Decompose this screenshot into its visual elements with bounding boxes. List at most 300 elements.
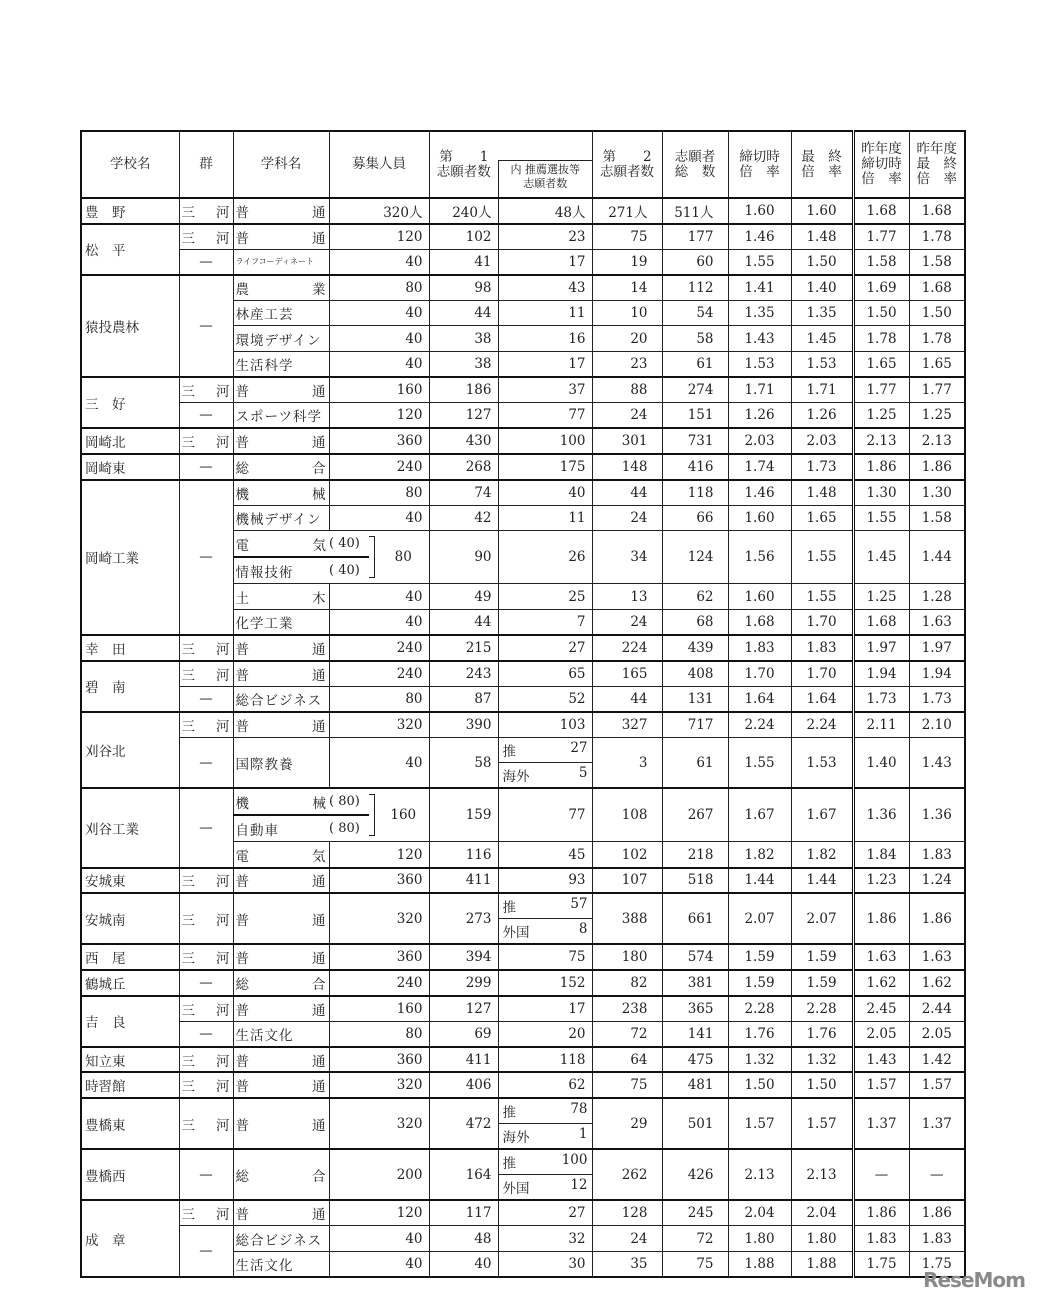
recommendation-cell: 52 — [498, 686, 592, 712]
table-row — [81, 970, 965, 996]
header-prev2-c: 倍 率 — [916, 171, 957, 187]
second-choice-cell: 102 — [592, 842, 662, 868]
prev-deadline-rate-cell: — — [853, 1149, 909, 1200]
gun-label: 三 河 — [181, 951, 230, 968]
dept-name-label: スポーツ科学 — [235, 409, 322, 426]
prev-deadline-rate-cell: 1.58 — [853, 249, 909, 275]
dept-name — [233, 198, 329, 224]
header-rate2-b: 倍 率 — [801, 163, 842, 180]
total-cell: 475 — [662, 1047, 728, 1073]
header-rec-a: 内 推薦選抜等 — [510, 163, 580, 176]
first-choice-cell: 411 — [429, 868, 498, 894]
prev-deadline-rate-cell: 1.43 — [853, 1047, 909, 1073]
total-cell: 481 — [662, 1072, 728, 1098]
dept-name — [233, 1149, 329, 1200]
gun-label: 三 河 — [181, 641, 230, 658]
second-choice-cell: 3 — [592, 737, 662, 788]
school-name: 西 尾 — [81, 944, 179, 970]
recommendation-cell: 11 — [498, 300, 592, 326]
first-choice-cell: 390 — [429, 712, 498, 738]
capacity-cell: 320 — [329, 712, 429, 738]
recommendation-cell: 62 — [498, 1072, 592, 1098]
second-choice-cell: 327 — [592, 712, 662, 738]
first-choice-cell: 42 — [429, 505, 498, 531]
gun-cell — [179, 1072, 233, 1098]
school-name: 成 章 — [81, 1200, 179, 1277]
second-choice-cell: 72 — [592, 1021, 662, 1047]
second-choice-cell: 180 — [592, 944, 662, 970]
recommendation-cell: 27 — [498, 635, 592, 661]
prev-final-rate-cell: 1.83 — [909, 842, 965, 868]
second-choice-cell: 148 — [592, 454, 662, 480]
header-rec-b: 志願者数 — [523, 177, 568, 190]
dept-name — [233, 557, 329, 584]
school-name: 岡崎北 — [81, 428, 179, 454]
gun-cell — [179, 661, 233, 687]
second-choice-cell: 29 — [592, 1098, 662, 1149]
table-row — [81, 1072, 965, 1098]
recommendation-cell: 20 — [498, 1021, 592, 1047]
prev-deadline-rate-cell: 1.25 — [853, 403, 909, 429]
dept-name-label: 普 通 — [235, 718, 326, 735]
second-choice-cell: 224 — [592, 635, 662, 661]
gun-cell: — — [179, 480, 233, 635]
table-row — [81, 996, 965, 1022]
capacity-cell: 40 — [329, 584, 429, 610]
first-choice-cell: 58 — [429, 737, 498, 788]
dept-name-label: 林産工芸 — [235, 307, 294, 324]
prev-deadline-rate-cell: 1.86 — [853, 893, 909, 944]
first-choice-cell: 186 — [429, 377, 498, 403]
first-choice-cell: 44 — [429, 300, 498, 326]
total-cell: 518 — [662, 868, 728, 894]
recommendation-cell: 27 — [498, 1200, 592, 1226]
prev-final-rate-cell: 1.63 — [909, 944, 965, 970]
dept-name-label: 自動車 — [235, 822, 279, 839]
prev-deadline-rate-cell: 1.45 — [853, 531, 909, 584]
recommendation-cell: 75 — [498, 944, 592, 970]
first-choice-cell: 98 — [429, 275, 498, 301]
deadline-rate-cell: 1.82 — [728, 842, 791, 868]
split-label: 推 — [502, 1156, 516, 1173]
prev-final-rate-cell: 1.30 — [909, 480, 965, 506]
dept-name — [233, 275, 329, 301]
table-row — [81, 737, 965, 763]
recommendation-cell: 77 — [498, 788, 592, 842]
header-rate1-b: 倍 率 — [739, 163, 780, 180]
dept-name — [233, 352, 329, 378]
split-value: 57 — [570, 896, 588, 913]
final-rate-cell: 1.40 — [791, 275, 853, 301]
gun-cell — [179, 635, 233, 661]
recommendation-cell: 11 — [498, 505, 592, 531]
prev-deadline-rate-cell: 1.37 — [853, 1098, 909, 1149]
table-row — [81, 480, 965, 506]
school-name: 刈谷北 — [81, 712, 179, 789]
total-cell: 72 — [662, 1226, 728, 1252]
dept-name-label: 普 通 — [235, 1207, 326, 1224]
dept-name — [233, 377, 329, 403]
recommendation-cell: 175 — [498, 454, 592, 480]
school-name: 松 平 — [81, 224, 179, 275]
dept-name — [233, 1047, 329, 1073]
capacity-cell: 40 — [329, 1251, 429, 1277]
deadline-rate-cell: 1.41 — [728, 275, 791, 301]
recommendation-cell: 25 — [498, 584, 592, 610]
school-name: 岡崎工業 — [81, 480, 179, 635]
first-choice-cell: 430 — [429, 428, 498, 454]
prev-final-rate-cell: 1.75 — [909, 1251, 965, 1277]
total-cell: 58 — [662, 326, 728, 352]
header-second-a: 第 2 — [602, 148, 652, 165]
dept-name-label: 普 通 — [235, 912, 326, 929]
header-capacity: 募集人員 — [329, 131, 429, 198]
prev-deadline-rate-cell: 2.11 — [853, 712, 909, 738]
bracket-mark — [369, 536, 375, 578]
sub-capacity: ( 40) — [329, 531, 369, 558]
second-choice-cell: 271人 — [592, 198, 662, 224]
first-choice-cell: 159 — [429, 788, 498, 842]
dept-name — [233, 686, 329, 712]
dept-name-label: 普 通 — [235, 230, 326, 247]
capacity-cell: 320 — [329, 893, 429, 944]
deadline-rate-cell: 1.70 — [728, 661, 791, 687]
prev-final-rate-cell: 1.62 — [909, 970, 965, 996]
capacity-cell: 320 — [329, 1072, 429, 1098]
capacity-cell: 80 — [329, 1021, 429, 1047]
final-rate-cell: 2.04 — [791, 1200, 853, 1226]
sub-capacity: ( 80) — [329, 821, 360, 837]
total-cell: 218 — [662, 842, 728, 868]
gun-label: 三 河 — [181, 1079, 230, 1096]
gun-label: 三 河 — [181, 1117, 230, 1134]
total-cell: 75 — [662, 1251, 728, 1277]
gun-cell: — — [179, 403, 233, 429]
dept-name — [233, 609, 329, 635]
total-cell: 124 — [662, 531, 728, 584]
total-cell: 426 — [662, 1149, 728, 1200]
gun-cell: — — [179, 454, 233, 480]
deadline-rate-cell: 1.74 — [728, 454, 791, 480]
school-name: 豊橋東 — [81, 1098, 179, 1149]
total-cell: 274 — [662, 377, 728, 403]
recommendation-cell: 37 — [498, 377, 592, 403]
header-prev-deadline-rate — [853, 131, 909, 198]
gun-cell — [179, 712, 233, 738]
split-label: 外国 — [502, 1181, 530, 1198]
gun-label: 三 河 — [181, 874, 230, 891]
dept-name-label: 普 通 — [235, 1002, 326, 1019]
deadline-rate-cell: 1.55 — [728, 737, 791, 788]
recommendation-sub-cell — [498, 893, 592, 919]
total-cell: 177 — [662, 224, 728, 250]
dept-name-label: 総合ビジネス — [235, 1232, 323, 1249]
header-total-b: 総 数 — [674, 163, 716, 180]
second-choice-cell: 24 — [592, 609, 662, 635]
final-rate-cell: 1.88 — [791, 1251, 853, 1277]
prev-deadline-rate-cell: 1.77 — [853, 224, 909, 250]
recommendation-cell: 30 — [498, 1251, 592, 1277]
deadline-rate-cell: 1.57 — [728, 1098, 791, 1149]
total-cell: 112 — [662, 275, 728, 301]
capacity-cell: 240 — [329, 635, 429, 661]
recommendation-cell: 26 — [498, 531, 592, 584]
first-choice-cell: 411 — [429, 1047, 498, 1073]
split-label: 海外 — [502, 1130, 530, 1147]
header-first-b: 志願者数 — [436, 163, 491, 180]
table-row — [81, 893, 965, 919]
capacity-bracket — [329, 789, 429, 841]
total-cell: 141 — [662, 1021, 728, 1047]
prev-final-rate-cell: 1.97 — [909, 635, 965, 661]
prev-deadline-rate-cell: 1.86 — [853, 1200, 909, 1226]
dept-name — [233, 505, 329, 531]
recommendation-split — [499, 1101, 592, 1121]
school-name: 知立東 — [81, 1047, 179, 1073]
final-rate-cell: 1.50 — [791, 1072, 853, 1098]
deadline-rate-cell: 1.46 — [728, 480, 791, 506]
prev-deadline-rate-cell: 1.65 — [853, 352, 909, 378]
capacity-cell: 40 — [329, 300, 429, 326]
table-row — [81, 1200, 965, 1226]
gun-cell: — — [179, 275, 233, 377]
deadline-rate-cell: 1.71 — [728, 377, 791, 403]
gun-label: 三 河 — [181, 718, 230, 735]
table-row — [81, 944, 965, 970]
header-recommendation — [498, 131, 592, 198]
capacity-cell: 360 — [329, 944, 429, 970]
capacity-cell: 80 — [329, 686, 429, 712]
recommendation-sub-cell — [498, 763, 592, 789]
first-choice-cell: 74 — [429, 480, 498, 506]
recommendation-sub-cell — [498, 919, 592, 945]
gun-label: 三 河 — [181, 204, 230, 221]
capacity-cell: 200 — [329, 1149, 429, 1200]
capacity-cell: 40 — [329, 737, 429, 788]
dept-name — [233, 300, 329, 326]
first-choice-cell: 116 — [429, 842, 498, 868]
final-rate-cell: 1.70 — [791, 609, 853, 635]
total-cell: 365 — [662, 996, 728, 1022]
prev-final-rate-cell: 1.83 — [909, 1226, 965, 1252]
prev-final-rate-cell: 1.77 — [909, 377, 965, 403]
second-choice-cell: 14 — [592, 275, 662, 301]
final-rate-cell: 2.07 — [791, 893, 853, 944]
gun-cell — [179, 893, 233, 944]
capacity-cell: 240 — [329, 661, 429, 687]
capacity-total: 80 — [394, 549, 412, 566]
deadline-rate-cell: 1.60 — [728, 198, 791, 224]
prev-final-rate-cell: 1.86 — [909, 1200, 965, 1226]
header-second-b: 志願者数 — [600, 163, 654, 180]
table-row — [81, 1226, 965, 1252]
gun-label: 三 河 — [181, 912, 230, 929]
dept-name-label: 電 気 — [235, 848, 326, 865]
header-final-rate — [791, 131, 853, 198]
recommendation-sub-cell — [498, 1175, 592, 1201]
prev-deadline-rate-cell: 1.55 — [853, 505, 909, 531]
table-row — [81, 686, 965, 712]
dept-name — [233, 996, 329, 1022]
gun-cell — [179, 868, 233, 894]
split-label: 海外 — [502, 769, 530, 786]
prev-final-rate-cell: 2.05 — [909, 1021, 965, 1047]
total-cell: 501 — [662, 1098, 728, 1149]
total-cell: 731 — [662, 428, 728, 454]
dept-name — [233, 224, 329, 250]
total-cell: 54 — [662, 300, 728, 326]
first-choice-cell: 44 — [429, 609, 498, 635]
final-rate-cell: 1.45 — [791, 326, 853, 352]
prev-final-rate-cell: 1.36 — [909, 788, 965, 842]
gun-cell — [179, 944, 233, 970]
deadline-rate-cell: 1.59 — [728, 944, 791, 970]
dept-name — [233, 842, 329, 868]
split-label: 外国 — [502, 925, 530, 942]
dept-name-label: 普 通 — [235, 874, 326, 891]
total-cell: 61 — [662, 352, 728, 378]
dept-name — [233, 737, 329, 788]
prev-deadline-rate-cell: 2.05 — [853, 1021, 909, 1047]
table-row — [81, 198, 965, 224]
table-row — [81, 377, 965, 403]
capacity-cell — [329, 788, 429, 842]
total-cell: 118 — [662, 480, 728, 506]
final-rate-cell: 1.48 — [791, 224, 853, 250]
recommendation-cell: 77 — [498, 403, 592, 429]
prev-deadline-rate-cell: 1.62 — [853, 970, 909, 996]
school-name: 安城南 — [81, 893, 179, 944]
final-rate-cell: 1.76 — [791, 1021, 853, 1047]
prev-final-rate-cell: 1.94 — [909, 661, 965, 687]
header-total — [662, 131, 728, 198]
final-rate-cell: 1.80 — [791, 1226, 853, 1252]
prev-deadline-rate-cell: 1.40 — [853, 737, 909, 788]
table-row — [81, 249, 965, 275]
prev-deadline-rate-cell: 1.83 — [853, 1226, 909, 1252]
prev-deadline-rate-cell: 1.23 — [853, 868, 909, 894]
first-choice-cell: 40 — [429, 1251, 498, 1277]
deadline-rate-cell: 1.83 — [728, 635, 791, 661]
prev-deadline-rate-cell: 1.97 — [853, 635, 909, 661]
first-choice-cell: 90 — [429, 531, 498, 584]
prev-deadline-rate-cell: 1.73 — [853, 686, 909, 712]
total-cell: 62 — [662, 584, 728, 610]
deadline-rate-cell: 1.50 — [728, 1072, 791, 1098]
dept-name-label: 環境デザイン — [235, 332, 322, 349]
header-school: 学校名 — [81, 131, 179, 198]
sub-capacities — [329, 531, 369, 583]
dept-name-label: 普 通 — [235, 1053, 326, 1070]
dept-name-label: 生活文化 — [235, 1258, 294, 1275]
prev-deadline-rate-cell: 1.77 — [853, 377, 909, 403]
header-first-a: 第 1 — [439, 148, 489, 165]
deadline-rate-cell: 1.59 — [728, 970, 791, 996]
capacity-cell: 120 — [329, 224, 429, 250]
second-choice-cell: 44 — [592, 686, 662, 712]
final-rate-cell: 1.59 — [791, 944, 853, 970]
final-rate-cell: 1.83 — [791, 635, 853, 661]
recommendation-split — [499, 1152, 592, 1172]
table-row — [81, 712, 965, 738]
second-choice-cell: 128 — [592, 1200, 662, 1226]
second-choice-cell: 88 — [592, 377, 662, 403]
first-choice-cell: 48 — [429, 1226, 498, 1252]
second-choice-cell: 35 — [592, 1251, 662, 1277]
deadline-rate-cell: 1.76 — [728, 1021, 791, 1047]
prev-final-rate-cell: 1.42 — [909, 1047, 965, 1073]
header-deadline-rate — [728, 131, 791, 198]
dept-name-label: 普 通 — [235, 951, 326, 968]
prev-deadline-rate-cell: 1.63 — [853, 944, 909, 970]
first-choice-cell: 117 — [429, 1200, 498, 1226]
capacity-cell: 120 — [329, 842, 429, 868]
total-cell: 717 — [662, 712, 728, 738]
first-choice-cell: 240人 — [429, 198, 498, 224]
deadline-rate-cell: 1.60 — [728, 584, 791, 610]
final-rate-cell: 1.71 — [791, 377, 853, 403]
table-body — [81, 198, 965, 1277]
capacity-cell: 40 — [329, 1226, 429, 1252]
deadline-rate-cell: 1.68 — [728, 609, 791, 635]
recommendation-sub-cell — [498, 737, 592, 763]
second-choice-cell: 23 — [592, 352, 662, 378]
prev-final-rate-cell: 1.58 — [909, 505, 965, 531]
header-first-choice — [429, 131, 498, 198]
final-rate-cell: 1.57 — [791, 1098, 853, 1149]
first-choice-cell: 41 — [429, 249, 498, 275]
resemom-logo: ReseMom — [923, 1268, 1025, 1292]
header-prev2-b: 最 終 — [916, 156, 957, 172]
dept-name — [233, 1098, 329, 1149]
first-choice-cell: 268 — [429, 454, 498, 480]
capacity-cell: 240 — [329, 454, 429, 480]
gun-cell: — — [179, 249, 233, 275]
prev-final-rate-cell: 2.13 — [909, 428, 965, 454]
prev-final-rate-cell: 1.68 — [909, 275, 965, 301]
dept-name — [233, 480, 329, 506]
prev-deadline-rate-cell: 1.86 — [853, 454, 909, 480]
recommendation-cell: 100 — [498, 428, 592, 454]
dept-name-label: 生活科学 — [235, 358, 294, 375]
prev-final-rate-cell: 1.43 — [909, 737, 965, 788]
prev-final-rate-cell: 2.10 — [909, 712, 965, 738]
school-name: 刈谷工業 — [81, 788, 179, 867]
total-cell: 439 — [662, 635, 728, 661]
dept-name — [233, 1226, 329, 1252]
school-name: 猿投農林 — [81, 275, 179, 377]
dept-name-label: 総 合 — [235, 1168, 326, 1185]
recommendation-cell: 103 — [498, 712, 592, 738]
recommendation-cell: 40 — [498, 480, 592, 506]
final-rate-cell: 1.44 — [791, 868, 853, 894]
capacity-total: 160 — [390, 807, 417, 824]
final-rate-cell: 1.82 — [791, 842, 853, 868]
split-value: 12 — [570, 1177, 588, 1194]
prev-final-rate-cell: 1.57 — [909, 1072, 965, 1098]
prev-deadline-rate-cell: 2.13 — [853, 428, 909, 454]
capacity-cell: 120 — [329, 403, 429, 429]
gun-label: 三 河 — [181, 1207, 230, 1224]
second-choice-cell: 75 — [592, 1072, 662, 1098]
first-choice-cell: 215 — [429, 635, 498, 661]
second-choice-cell: 388 — [592, 893, 662, 944]
total-cell: 131 — [662, 686, 728, 712]
table-row — [81, 1098, 965, 1124]
recommendation-cell: 16 — [498, 326, 592, 352]
dept-name-label: 電 気 — [235, 537, 326, 554]
capacity-cell — [329, 531, 429, 584]
